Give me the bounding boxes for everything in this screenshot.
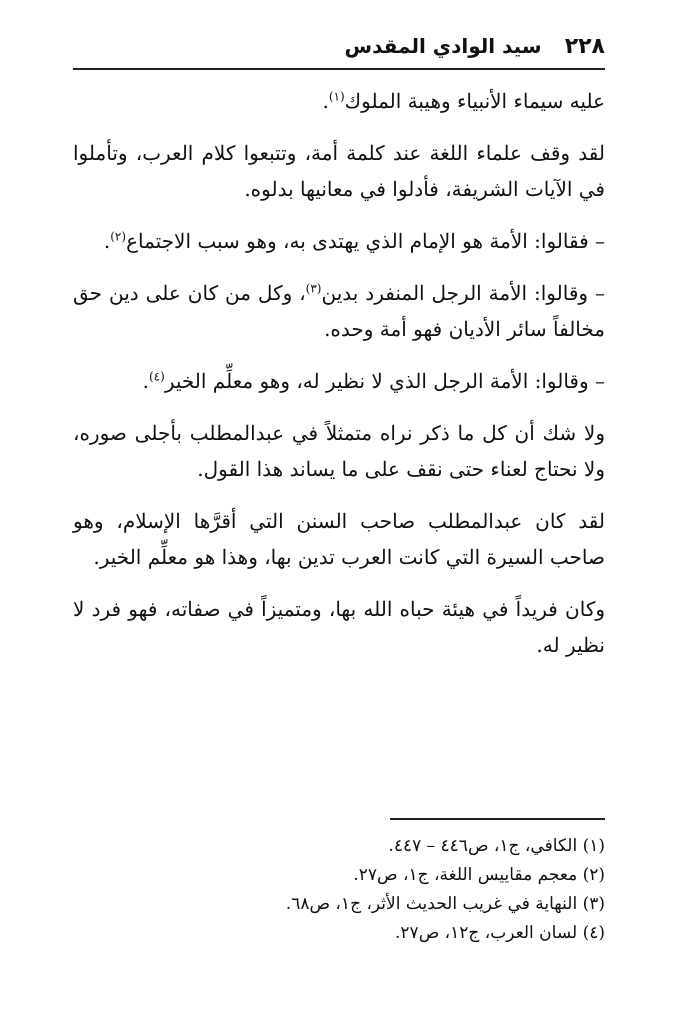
footnotes (73, 832, 605, 948)
paragraph: لقد وقف علماء اللغة عند كلمة أمة، وتتبعوا كلام العرب، وتأملوا في الآيات الشريفة، فأدلوا في معانيها بدلوه. (73, 141, 605, 201)
footnote-item: (٢) معجم مقاييس اللغة، ج١، ص٢٧. (353, 865, 605, 885)
running-title: سيد الوادي المقدس (344, 34, 542, 58)
page-header (73, 28, 605, 70)
paragraph: – فقالوا: الأمة هو الإمام الذي يهتدى به، وهو سبب الاجتماع$^{(٢)}$. (103, 229, 605, 253)
body-text (73, 83, 605, 679)
paragraph: – وقالوا: الأمة الرجل المنفرد بدين$^{(٣)}$، وكل من كان على دين حق مخالفاً سائر الأديان فهو أمة وحده. (73, 281, 605, 341)
footnote-item: (٤) لسان العرب، ج١٢، ص٢٧. (395, 923, 605, 943)
footnote-item: (١) الكافي، ج١، ص٤٤٦ – ٤٤٧. (388, 836, 605, 856)
paragraph: ولا شك أن كل ما ذكر نراه متمثلاً في عبدالمطلب بأجلى صوره، ولا نحتاج لعناء حتى نقف على ما يساند هذا القول. (73, 421, 605, 481)
footnote-separator (390, 818, 605, 820)
footnote-ref: (٣) (305, 281, 322, 296)
footnote-ref: (٢) (110, 229, 127, 244)
paragraph: عليه سيماء الأنبياء وهيبة الملوك$^{(١)}$. (322, 89, 605, 113)
paragraph: وكان فريداً في هيئة حباه الله بها، ومتميزاً في صفاته، فهو فرد لا نظير له. (73, 597, 605, 657)
paragraph: لقد كان عبدالمطلب صاحب السنن التي أقرَّها الإسلام، وهو صاحب السيرة التي كانت العرب تدين بها، وهذا هو معلِّم الخير. (73, 509, 605, 569)
paragraph: – وقالوا: الأمة الرجل الذي لا نظير له، وهو معلِّم الخير$^{(٤)}$. (142, 369, 605, 393)
footnote-ref: (٤) (148, 369, 165, 384)
page-number: ٢٢٨ (564, 34, 605, 59)
footnote-item: (٣) النهاية في غريب الحديث الأثر، ج١، ص٦٨. (285, 894, 605, 914)
footnote-ref: (١) (328, 89, 345, 104)
